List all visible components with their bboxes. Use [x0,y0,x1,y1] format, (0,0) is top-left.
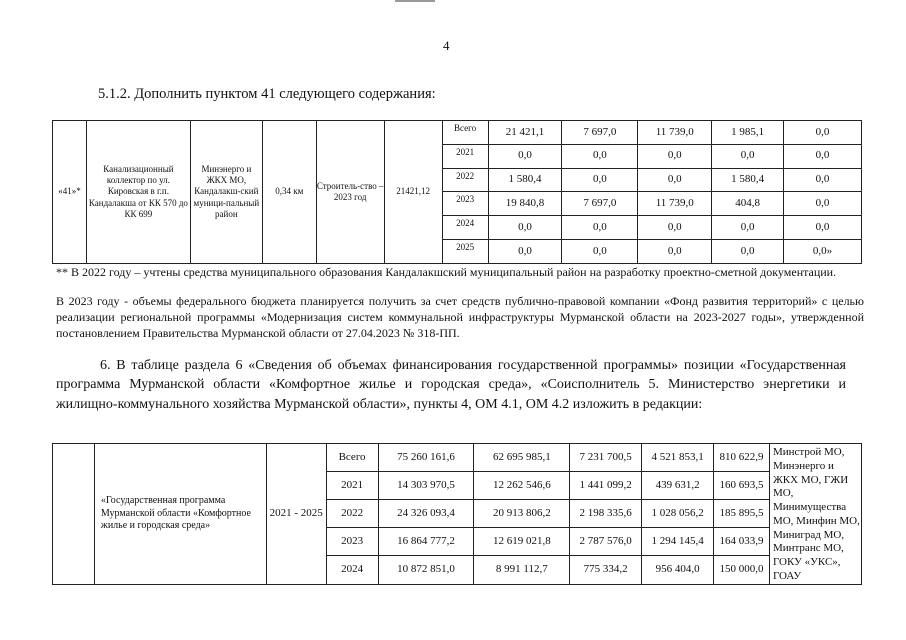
year-cell: 2023 [326,528,378,556]
total-cell: 0,0 [488,144,562,168]
value-cell: 11 739,0 [638,192,712,216]
value-cell: 0,0 [562,168,638,192]
total-cell: 1 580,4 [488,168,562,192]
table-item-41 [52,120,862,264]
value-cell: 1 580,4 [712,168,784,192]
value-cell: 12 262 546,6 [474,472,570,500]
page-number: 4 [443,38,450,53]
program-name: «Государственная программа Мурманской области «Комфортное жилье и городская среда» [94,444,266,585]
year-cell: 2021 [442,144,488,168]
table-row [53,121,862,145]
total-cell: 0,0 [488,240,562,264]
year-cell: 2024 [326,556,378,584]
year-cell: 2021 [326,472,378,500]
value-cell: 0,0 [638,144,712,168]
value-cell: 439 631,2 [642,472,714,500]
value-cell: 0,0 [712,216,784,240]
value-cell: 11 739,0 [638,121,712,145]
value-cell: 62 695 985,1 [474,444,570,472]
value-cell: 0,0 [562,144,638,168]
empty-cell [53,444,95,585]
value-cell: 0,0 [562,240,638,264]
value-cell: 1 028 056,2 [642,500,714,528]
value-cell: 7 231 700,5 [570,444,642,472]
year-cell: Всего [326,444,378,472]
value-cell: 150 000,0 [714,556,770,584]
total-cell: 10 872 851,0 [378,556,474,584]
value-cell: 2 787 576,0 [570,528,642,556]
period: 2021 - 2025 [266,444,326,585]
work-type: Строитель-ство – 2023 год [316,121,384,264]
value-cell: 0,0 [784,144,862,168]
value-cell: 0,0 [638,216,712,240]
executors: Минстрой МО, Минэнерго и ЖКХ МО, ГЖИ МО, Минимущества МО, Минфин МО, Миниград МО, Минтранс МО, ГОКУ «УКС», ГОАУ [769,444,861,585]
value-cell: 404,8 [712,192,784,216]
value-cell: 4 521 853,1 [642,444,714,472]
total-cell: 19 840,8 [488,192,562,216]
paragraph-6: 6. В таблице раздела 6 «Сведения об объемах финансирования государственной программы» позиции «Государственная программа Мурманской области «Комфортное жилье и городская среда», «Соисполнитель 5. Министерство энергетики и жилищно-коммунального хозяйства Мурманской области», пункты 4, ОМ 4.1, ОМ 4.2 изложить в редакции: [56,358,846,412]
year-cell: 2023 [442,192,488,216]
value-cell: 164 033,9 [714,528,770,556]
value-cell: 0,0 [638,168,712,192]
value-cell: 1 985,1 [712,121,784,145]
value-cell: 0,0 [784,168,862,192]
value-cell: 7 697,0 [562,121,638,145]
value-cell: 0,0 [562,216,638,240]
object-name: Канализационный коллектор по ул. Кировская в г.п. Кандалакша от КК 570 до КК 699 [86,121,190,264]
total-cell: 24 326 093,4 [378,500,474,528]
item-id: «41»* [53,121,87,264]
value-cell: 185 895,5 [714,500,770,528]
year-cell: 2022 [326,500,378,528]
table-row [53,444,862,472]
value-cell: 0,0 [784,216,862,240]
cost: 21421,12 [384,121,442,264]
value-cell: 1 441 099,2 [570,472,642,500]
value-cell: 1 294 145,4 [642,528,714,556]
year-cell: 2025 [442,240,488,264]
value-cell: 160 693,5 [714,472,770,500]
total-cell: 21 421,1 [488,121,562,145]
value-cell: 0,0 [784,121,862,145]
value-cell: 7 697,0 [562,192,638,216]
capacity: 0,34 км [262,121,316,264]
value-cell: 956 404,0 [642,556,714,584]
value-cell: 2 198 335,6 [570,500,642,528]
value-cell: 810 622,9 [714,444,770,472]
section-5-1-2-heading: 5.1.2. Дополнить пунктом 41 следующего содержания: [98,86,436,102]
total-cell: 14 303 970,5 [378,472,474,500]
top-scan-mark [395,0,435,2]
year-cell: 2024 [442,216,488,240]
value-cell: 20 913 806,2 [474,500,570,528]
total-cell: 16 864 777,2 [378,528,474,556]
total-cell: 0,0 [488,216,562,240]
value-cell: 0,0 [638,240,712,264]
value-cell: 0,0 [712,144,784,168]
year-cell: 2022 [442,168,488,192]
footnote-2022: ** В 2022 году – учтены средства муниципального образования Кандалакшский муниципальный район на разработку проектно-сметной документации. [56,265,837,279]
value-cell: 0,0 [784,192,862,216]
value-cell: 0,0 [712,240,784,264]
executor: Минэнерго и ЖКХ МО, Кандалакш-ский муници-пальный район [190,121,262,264]
year-cell: Всего [442,121,488,145]
total-cell: 75 260 161,6 [378,444,474,472]
value-cell: 0,0» [784,240,862,264]
value-cell: 8 991 112,7 [474,556,570,584]
value-cell: 12 619 021,8 [474,528,570,556]
value-cell: 775 334,2 [570,556,642,584]
footnote-2023: В 2023 году - объемы федерального бюджета планируется получить за счет средств публично-правовой компании «Фонд развития территорий» с целью реализации региональной программы «Модернизация систем коммунальной инфраструктуры Мурманской области на 2023-2027 годы», утвержденной постановлением Правительства Мурманской области от 27.04.2023 № 318-ПП. [56,294,864,340]
table-program-financing [52,443,862,585]
